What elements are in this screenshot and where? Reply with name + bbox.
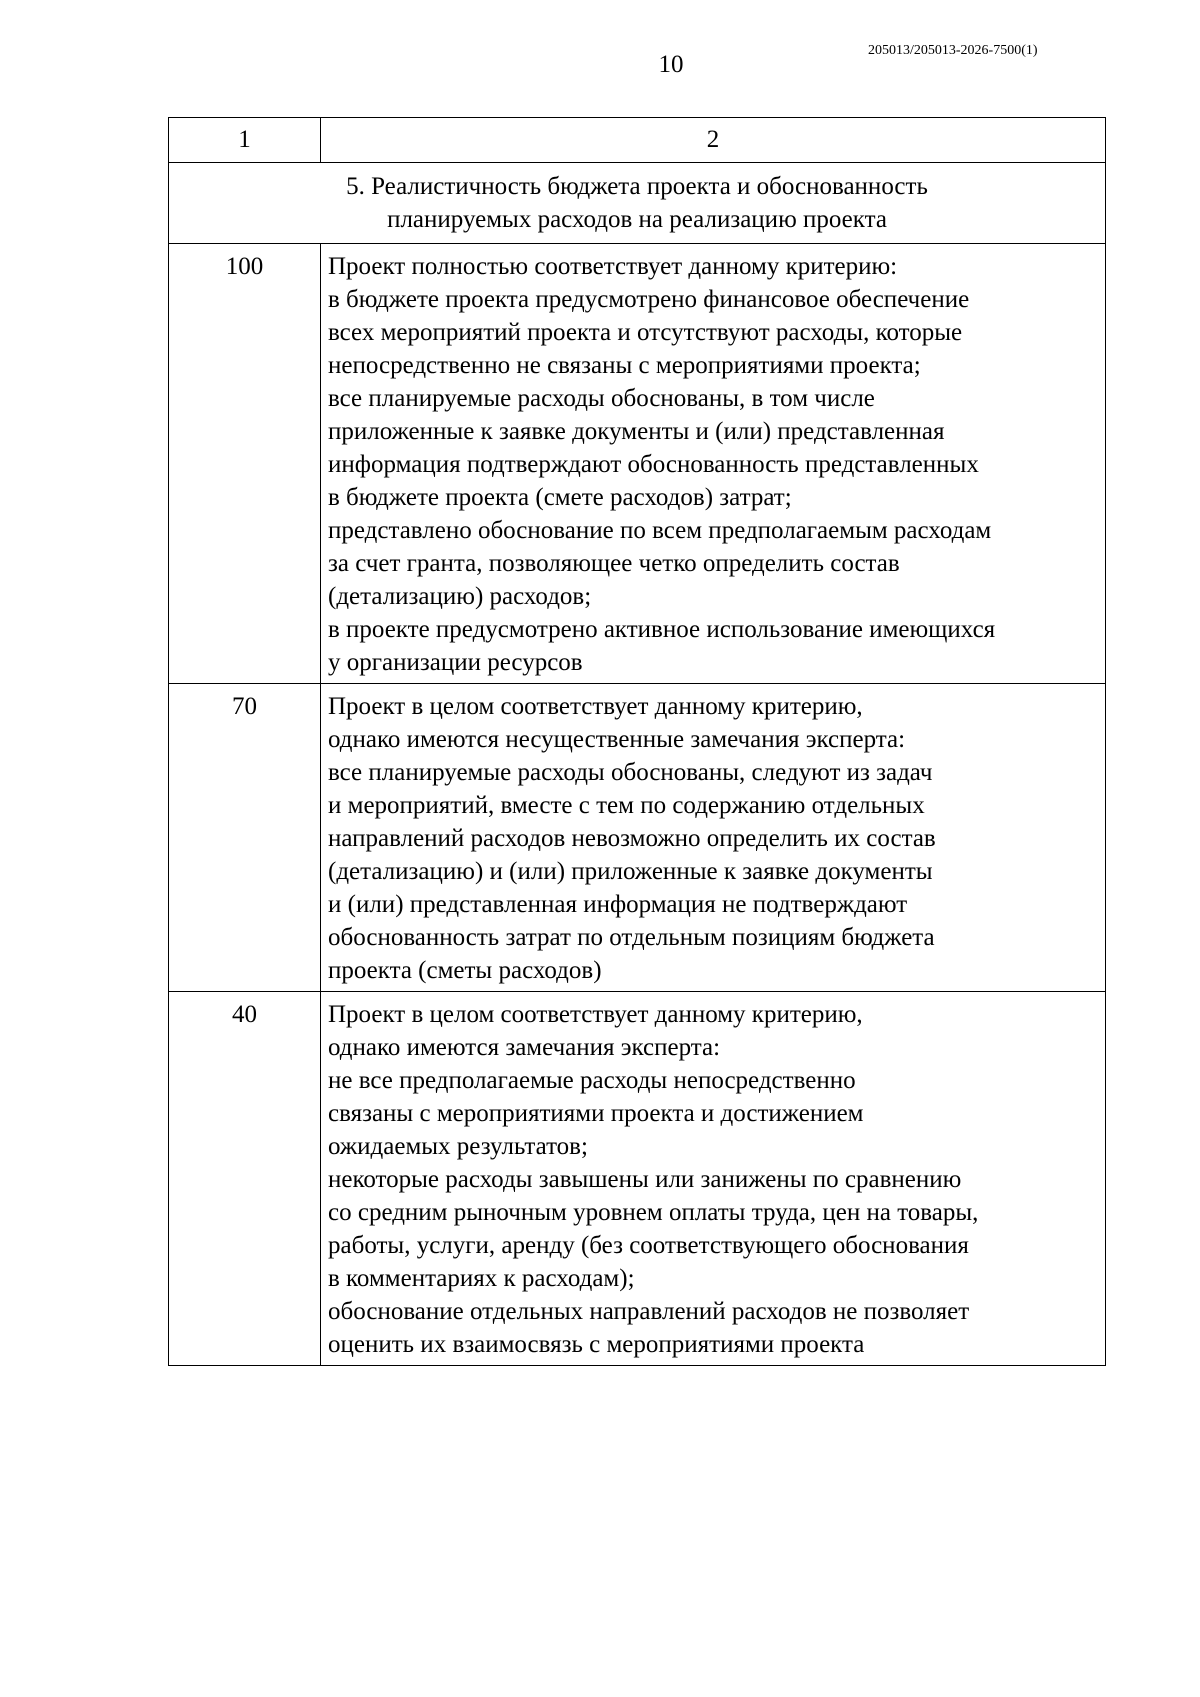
description-line: информация подтверждают обоснованность представленных	[328, 451, 979, 478]
section-title	[169, 163, 1106, 244]
description-line: все планируемые расходы обоснованы, следуют из задач	[328, 759, 933, 786]
description-line: в бюджете проекта предусмотрено финансовое обеспечение	[328, 286, 970, 313]
description-line: Проект в целом соответствует данному критерию,	[328, 1001, 863, 1028]
description-line: обоснованность затрат по отдельным позициям бюджета	[328, 924, 935, 951]
column-header-score: 1	[169, 118, 321, 163]
description-line: (детализацию) и (или) приложенные к заявке документы	[328, 858, 933, 885]
score-cell: 100	[169, 244, 321, 684]
score-cell: 70	[169, 684, 321, 992]
description-line: не все предполагаемые расходы непосредственно	[328, 1067, 856, 1094]
description-line: непосредственно не связаны с мероприятиями проекта;	[328, 352, 921, 379]
description-line: у организации ресурсов	[328, 649, 583, 676]
description-line: за счет гранта, позволяющее четко определить состав	[328, 550, 900, 577]
description-line: и мероприятий, вместе с тем по содержанию отдельных	[328, 792, 925, 819]
description-line: в бюджете проекта (смете расходов) затрат;	[328, 484, 792, 511]
criteria-table	[168, 117, 1106, 1366]
description-line: в комментариях к расходам);	[328, 1265, 635, 1292]
description-line: со средним рыночным уровнем оплаты труда, цен на товары,	[328, 1199, 979, 1226]
description-line: обоснование отдельных направлений расходов не позволяет	[328, 1298, 970, 1325]
description-line: Проект в целом соответствует данному критерию,	[328, 693, 863, 720]
description-line: все планируемые расходы обоснованы, в том числе	[328, 385, 875, 412]
description-line: связаны с мероприятиями проекта и достижением	[328, 1100, 864, 1127]
description-line: всех мероприятий проекта и отсутствуют расходы, которые	[328, 319, 963, 346]
description-line: работы, услуги, аренду (без соответствующего обоснования	[328, 1232, 969, 1259]
section-title-line: планируемых расходов на реализацию проекта	[387, 206, 887, 233]
description-line: (детализацию) расходов;	[328, 583, 592, 610]
section-title-line: 5. Реалистичность бюджета проекта и обоснованность	[346, 173, 928, 200]
description-line: однако имеются несущественные замечания эксперта:	[328, 726, 906, 753]
description-line: проекта (сметы расходов)	[328, 957, 602, 984]
table-header-row	[169, 118, 1106, 163]
description-line: и (или) представленная информация не подтверждают	[328, 891, 908, 918]
description-line: направлений расходов невозможно определить их состав	[328, 825, 936, 852]
document-code: 205013/205013-2026-7500(1)	[868, 43, 1038, 58]
table-row	[169, 992, 1106, 1366]
description-line: однако имеются замечания эксперта:	[328, 1034, 721, 1061]
description-line: в проекте предусмотрено активное использование имеющихся	[328, 616, 996, 643]
column-header-description: 2	[321, 118, 1106, 163]
description-line: Проект полностью соответствует данному критерию:	[328, 253, 898, 280]
table-row	[169, 244, 1106, 684]
score-cell: 40	[169, 992, 321, 1366]
table-row	[169, 684, 1106, 992]
section-title-row	[169, 163, 1106, 244]
description-line: ожидаемых результатов;	[328, 1133, 588, 1160]
description-line: некоторые расходы завышены или занижены по сравнению	[328, 1166, 962, 1193]
description-cell	[321, 244, 1106, 684]
description-cell	[321, 992, 1106, 1366]
page-number: 10	[658, 51, 684, 78]
description-line: оценить их взаимосвязь с мероприятиями проекта	[328, 1331, 865, 1358]
description-line: представлено обоснование по всем предполагаемым расходам	[328, 517, 992, 544]
description-cell	[321, 684, 1106, 992]
description-line: приложенные к заявке документы и (или) представленная	[328, 418, 945, 445]
